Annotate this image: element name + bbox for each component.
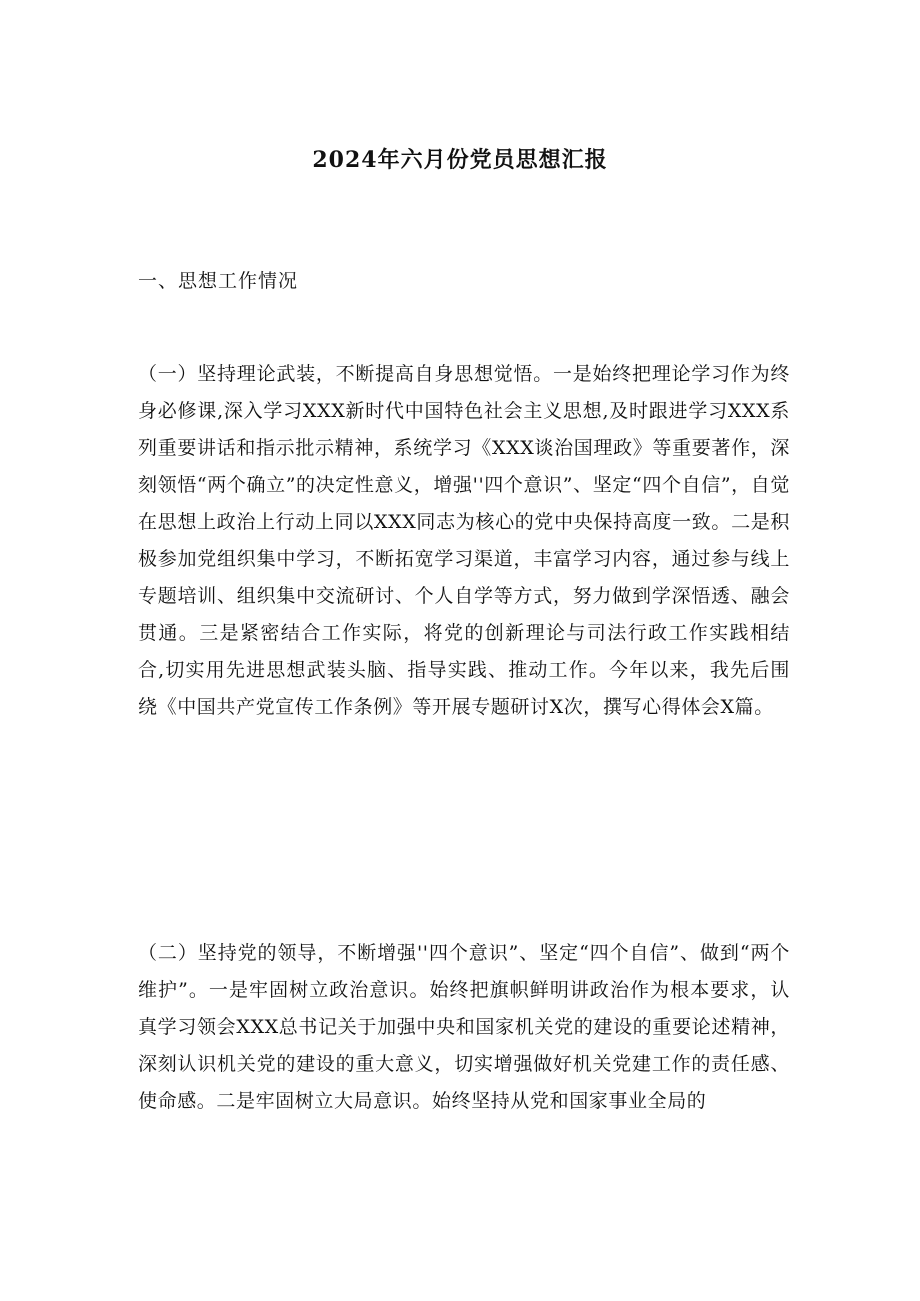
document-title: 2024年六月份党员思想汇报	[312, 147, 608, 173]
paragraph-2: （二）坚持党的领导，不断增强''四个意识”、坚定“四个自信”、做到“两个维护”。一是牢固树立政治意识。始终把旗帜鲜明讲政治作为根本要求，认真学习领会XXX总书记关于加强中央和国家机关党的建设的重要论述精神，深刻认识机关党的建设的重大意义，切实增强做好机关党建工作的责任感、使命感。二是牢固树立大局意识。始终坚持从党和国家事业全局的	[138, 942, 790, 1112]
paragraph-1: （一）坚持理论武装，不断提高自身思想觉悟。一是始终把理论学习作为终身必修课,深入学习XXX新时代中国特色社会主义思想,及时跟进学习XXX系列重要讲话和指示批示精神，系统学习《XXX谈治国理政》等重要著作，深刻领悟“两个确立”的决定性意义，增强''四个意识”、坚定“四个自信”，自觉在思想上政治上行动上同以XXX同志为核心的党中央保持高度一致。二是积极参加党组织集中学习，不断拓宽学习渠道，丰富学习内容，通过参与线上专题培训、组织集中交流研讨、个人自学等方式，努力做到学深悟透、融会贯通。三是紧密结合工作实际，将党的创新理论与司法行政工作实践相结合,切实用先进思想武装头脑、指导实践、推动工作。今年以来，我先后围绕《中国共产党宣传工作条例》等开展专题研讨X次，撰写心得体会X篇。	[138, 363, 790, 718]
section-heading: 一、思想工作情况	[138, 270, 299, 292]
